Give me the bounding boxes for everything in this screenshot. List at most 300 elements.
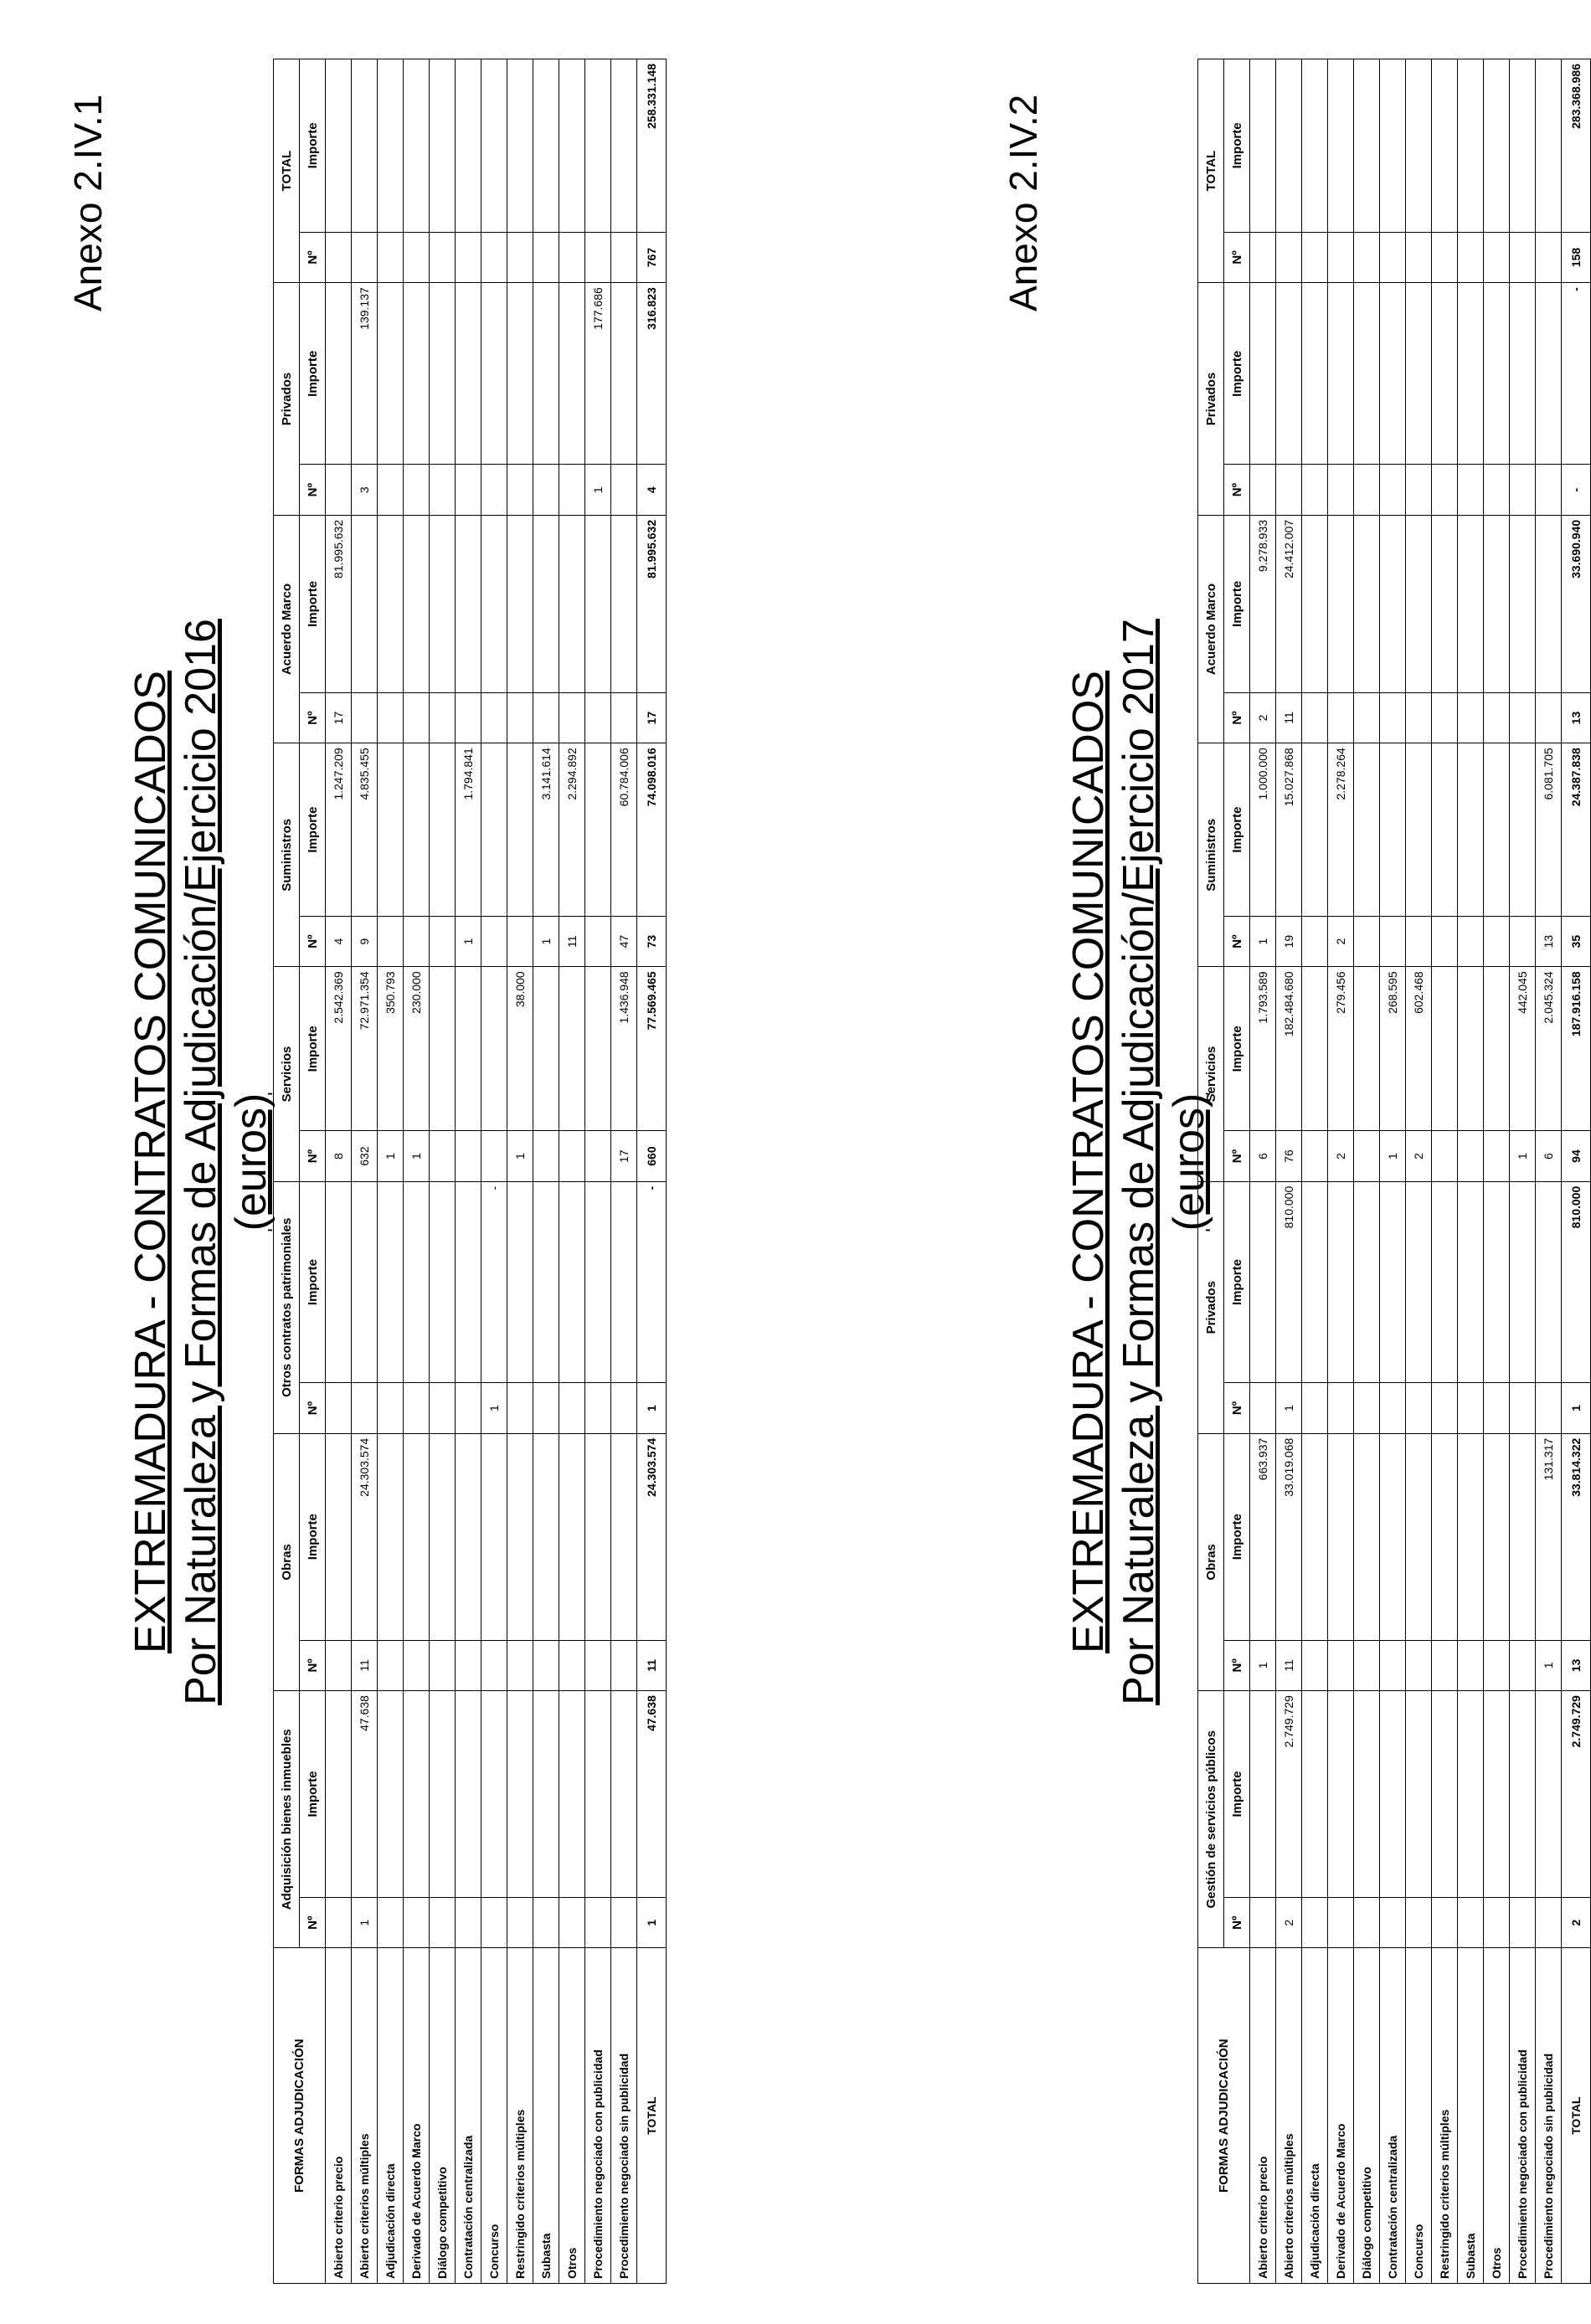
count-cell	[378, 1898, 404, 1948]
amount-cell: 24.303.574	[352, 1433, 378, 1640]
data-table	[273, 59, 667, 2284]
count-cell	[533, 465, 559, 515]
amount-cell	[507, 283, 533, 465]
amount-cell: 60.784.006	[611, 743, 637, 917]
count-cell	[1510, 232, 1536, 282]
count-cell: 1	[1250, 1640, 1276, 1690]
count-cell	[352, 232, 378, 282]
count-cell	[1536, 1898, 1562, 1948]
count-cell	[1432, 1383, 1458, 1433]
count-cell	[585, 1131, 611, 1181]
amount-cell	[1250, 1181, 1276, 1383]
data-table	[1197, 59, 1591, 2284]
count-cell: 1	[1510, 1131, 1536, 1181]
amount-cell: 15.027.868	[1276, 743, 1302, 917]
amount-cell: 2.294.892	[559, 743, 585, 917]
amount-cell: 6.081.705	[1536, 743, 1562, 917]
title-line-3: (euros)	[1165, 1093, 1213, 1231]
amount-cell	[378, 283, 404, 465]
count-cell	[1406, 916, 1432, 966]
amount-cell	[1354, 59, 1380, 233]
amount-cell	[1406, 1433, 1432, 1640]
count-cell	[1302, 1898, 1328, 1948]
row-label: Contratación centralizada	[1380, 1948, 1406, 2284]
amount-cell: -	[1562, 283, 1591, 465]
amount-cell	[1354, 515, 1380, 692]
row-label: Procedimiento negociado con publicidad	[1510, 1948, 1536, 2284]
count-cell	[1458, 465, 1484, 515]
amount-cell	[1432, 1181, 1458, 1383]
count-cell	[481, 1131, 507, 1181]
count-cell	[456, 1383, 481, 1433]
amount-cell	[352, 59, 378, 233]
amount-cell	[507, 1691, 533, 1898]
amount-cell	[585, 1181, 611, 1383]
row-label: Contratación centralizada	[456, 1948, 481, 2284]
count-cell: 11	[559, 916, 585, 966]
table-row	[1536, 59, 1562, 2284]
count-cell	[559, 692, 585, 743]
amount-cell	[456, 967, 481, 1131]
count-cell	[481, 692, 507, 743]
count-cell	[1432, 1131, 1458, 1181]
count-cell	[507, 232, 533, 282]
amount-cell	[1510, 743, 1536, 917]
count-cell	[456, 692, 481, 743]
row-label: Adjudicación directa	[1302, 1948, 1328, 2284]
amount-cell	[430, 743, 456, 917]
count-cell	[507, 1383, 533, 1433]
amount-cell	[1302, 515, 1328, 692]
amount-cell: 810.000	[1562, 1181, 1591, 1383]
count-cell: 11	[1276, 692, 1302, 743]
count-cell	[378, 465, 404, 515]
table-row	[456, 59, 481, 2284]
count-cell	[1406, 232, 1432, 282]
count-cell	[456, 465, 481, 515]
count-cell	[326, 1898, 352, 1948]
amount-cell	[1354, 743, 1380, 917]
total-row	[1562, 59, 1591, 2284]
amount-cell	[1536, 283, 1562, 465]
amount-cell	[1536, 1181, 1562, 1383]
sub-header-importe: Importe	[1224, 283, 1250, 465]
amount-cell	[430, 283, 456, 465]
sub-header-n: Nº	[300, 1383, 326, 1433]
total-row	[637, 59, 667, 2284]
table-row	[507, 59, 533, 2284]
amount-cell	[1302, 1181, 1328, 1383]
count-cell: 1	[585, 465, 611, 515]
amount-cell	[585, 515, 611, 692]
count-cell	[1276, 232, 1302, 282]
amount-cell	[611, 59, 637, 233]
count-cell	[1302, 232, 1328, 282]
amount-cell: 72.971.354	[352, 967, 378, 1131]
amount-cell	[585, 743, 611, 917]
amount-cell	[533, 1181, 559, 1383]
table-row	[326, 59, 352, 2284]
amount-cell	[1354, 967, 1380, 1131]
amount-cell	[1406, 743, 1432, 917]
amount-cell	[456, 59, 481, 233]
amount-cell: 24.303.574	[637, 1433, 667, 1640]
amount-cell: 2.749.729	[1562, 1691, 1591, 1898]
count-cell: 1	[637, 1383, 667, 1433]
count-cell	[1354, 465, 1380, 515]
table-row	[1354, 59, 1380, 2284]
count-cell	[1406, 692, 1432, 743]
row-label: Otros	[1484, 1948, 1510, 2284]
count-cell	[326, 1383, 352, 1433]
count-cell	[585, 1898, 611, 1948]
count-cell	[404, 232, 430, 282]
count-cell	[1536, 692, 1562, 743]
count-cell	[1250, 1383, 1276, 1433]
amount-cell	[1536, 1691, 1562, 1898]
count-cell	[1380, 465, 1406, 515]
count-cell	[1484, 916, 1510, 966]
count-cell	[430, 1383, 456, 1433]
group-header: TOTAL	[1198, 59, 1224, 283]
amount-cell	[1354, 1181, 1380, 1383]
table-row	[481, 59, 507, 2284]
amount-cell	[1510, 1433, 1536, 1640]
count-cell	[481, 1640, 507, 1690]
amount-cell: -	[637, 1181, 667, 1383]
count-cell: 1	[481, 1383, 507, 1433]
amount-cell: 77.569.465	[637, 967, 667, 1131]
group-header: Suministros	[274, 743, 300, 967]
amount-cell	[1302, 1691, 1328, 1898]
group-header: Privados	[274, 283, 300, 516]
count-cell	[533, 1898, 559, 1948]
count-cell: 632	[352, 1131, 378, 1181]
count-cell	[326, 1640, 352, 1690]
group-header: Adquisición bienes inmuebles	[274, 1691, 300, 1948]
count-cell	[1354, 232, 1380, 282]
amount-cell	[533, 967, 559, 1131]
group-header: Obras	[1198, 1433, 1224, 1690]
forms-header: FORMAS ADJUDICACIÓN	[1198, 1948, 1250, 2284]
table-row	[559, 59, 585, 2284]
count-cell: 1	[1536, 1640, 1562, 1690]
count-cell	[1432, 916, 1458, 966]
count-cell: 13	[1536, 916, 1562, 966]
amount-cell	[1536, 59, 1562, 233]
amount-cell	[1302, 1433, 1328, 1640]
count-cell	[404, 1383, 430, 1433]
count-cell: 47	[611, 916, 637, 966]
amount-cell	[430, 515, 456, 692]
count-cell	[1302, 1383, 1328, 1433]
amount-cell: 4.835.455	[352, 743, 378, 917]
count-cell	[1484, 465, 1510, 515]
count-cell	[404, 465, 430, 515]
amount-cell	[1484, 743, 1510, 917]
amount-cell	[1458, 1691, 1484, 1898]
count-cell	[481, 465, 507, 515]
amount-cell	[1484, 515, 1510, 692]
count-cell: 3	[352, 465, 378, 515]
sub-header-n: Nº	[1224, 1131, 1250, 1181]
count-cell	[1510, 692, 1536, 743]
count-cell	[456, 1131, 481, 1181]
sub-header-importe: Importe	[1224, 967, 1250, 1131]
sub-header-n: Nº	[300, 692, 326, 743]
sub-header-importe: Importe	[1224, 1181, 1250, 1383]
amount-cell	[1510, 1181, 1536, 1383]
table-row	[430, 59, 456, 2284]
amount-cell: 1.793.589	[1250, 967, 1276, 1131]
table-row	[1250, 59, 1276, 2284]
count-cell	[559, 1383, 585, 1433]
count-cell	[378, 916, 404, 966]
count-cell	[378, 232, 404, 282]
count-cell: 767	[637, 232, 667, 282]
count-cell	[585, 232, 611, 282]
amount-cell	[404, 743, 430, 917]
amount-cell	[1328, 1691, 1354, 1898]
count-cell	[404, 692, 430, 743]
amount-cell	[404, 283, 430, 465]
count-cell	[1536, 232, 1562, 282]
count-cell	[1510, 1898, 1536, 1948]
sub-header-n: Nº	[300, 1898, 326, 1948]
count-cell: 6	[1536, 1131, 1562, 1181]
count-cell: 11	[637, 1640, 667, 1690]
count-cell: 2	[1328, 1131, 1354, 1181]
sub-header-importe: Importe	[300, 967, 326, 1131]
row-label: Subasta	[1458, 1948, 1484, 2284]
group-header: TOTAL	[274, 59, 300, 283]
count-cell	[1432, 465, 1458, 515]
count-cell: 158	[1562, 232, 1591, 282]
amount-cell	[378, 59, 404, 233]
amount-cell	[611, 1181, 637, 1383]
annex-label: Anexo 2.IV.2	[1001, 94, 1045, 311]
amount-cell	[533, 59, 559, 233]
amount-cell	[481, 283, 507, 465]
count-cell: 2	[1276, 1898, 1302, 1948]
count-cell	[1250, 465, 1276, 515]
count-cell	[1302, 1131, 1328, 1181]
amount-cell	[533, 515, 559, 692]
count-cell	[507, 916, 533, 966]
count-cell: 13	[1562, 1640, 1591, 1690]
amount-cell	[481, 967, 507, 1131]
count-cell	[1432, 1898, 1458, 1948]
count-cell	[1250, 1898, 1276, 1948]
count-cell	[430, 465, 456, 515]
amount-cell	[1432, 59, 1458, 233]
sub-header-n: Nº	[300, 916, 326, 966]
count-cell	[507, 465, 533, 515]
count-cell: -	[1562, 465, 1591, 515]
count-cell	[1354, 1131, 1380, 1181]
count-cell	[1380, 1383, 1406, 1433]
amount-cell: 2.542.369	[326, 967, 352, 1131]
group-header-row	[1198, 59, 1224, 2284]
amount-cell: 9.278.933	[1250, 515, 1276, 692]
amount-cell	[430, 1433, 456, 1640]
count-cell	[611, 1898, 637, 1948]
count-cell	[611, 1383, 637, 1433]
count-cell: 1	[533, 916, 559, 966]
group-header: Acuerdo Marco	[274, 515, 300, 743]
count-cell	[430, 232, 456, 282]
amount-cell: 1.794.841	[456, 743, 481, 917]
amount-cell	[1250, 283, 1276, 465]
count-cell	[559, 232, 585, 282]
count-cell	[1380, 232, 1406, 282]
count-cell	[1484, 692, 1510, 743]
amount-cell	[1432, 283, 1458, 465]
amount-cell: 602.468	[1406, 967, 1432, 1131]
row-label: Abierto criterios múltiples	[352, 1948, 378, 2284]
count-cell: 4	[637, 465, 667, 515]
count-cell	[1328, 232, 1354, 282]
amount-cell	[1510, 59, 1536, 233]
count-cell	[430, 916, 456, 966]
count-cell	[1458, 1131, 1484, 1181]
amount-cell	[1406, 515, 1432, 692]
count-cell	[481, 916, 507, 966]
count-cell	[1380, 1640, 1406, 1690]
amount-cell	[1484, 283, 1510, 465]
count-cell	[559, 1898, 585, 1948]
amount-cell: 230.000	[404, 967, 430, 1131]
count-cell	[559, 1131, 585, 1181]
table-row	[1302, 59, 1328, 2284]
amount-cell	[326, 1433, 352, 1640]
amount-cell	[1250, 1691, 1276, 1898]
amount-cell	[1458, 283, 1484, 465]
row-label: Abierto criterios múltiples	[1276, 1948, 1302, 2284]
table-row	[378, 59, 404, 2284]
count-cell	[1328, 1640, 1354, 1690]
amount-cell	[559, 1691, 585, 1898]
row-label: Adjudicación directa	[378, 1948, 404, 2284]
amount-cell	[430, 967, 456, 1131]
count-cell	[1302, 1640, 1328, 1690]
amount-cell	[1380, 59, 1406, 233]
count-cell: 6	[1250, 1131, 1276, 1181]
row-label: TOTAL	[637, 1948, 667, 2284]
amount-cell	[559, 59, 585, 233]
amount-cell: 1.436.948	[611, 967, 637, 1131]
amount-cell	[507, 1181, 533, 1383]
sub-header-importe: Importe	[300, 515, 326, 692]
count-cell: 1	[378, 1131, 404, 1181]
row-label: Concurso	[481, 1948, 507, 2284]
amount-cell	[404, 515, 430, 692]
count-cell	[1354, 1383, 1380, 1433]
count-cell	[1276, 465, 1302, 515]
title-line-2: Por Naturaleza y Formas de Adjudicación/Ejercicio 2016	[177, 619, 225, 1705]
count-cell	[1380, 692, 1406, 743]
amount-cell	[481, 1433, 507, 1640]
amount-cell	[533, 1433, 559, 1640]
table-row	[1380, 59, 1406, 2284]
amount-cell	[481, 59, 507, 233]
table-row	[611, 59, 637, 2284]
count-cell	[1354, 1640, 1380, 1690]
table-row	[1276, 59, 1302, 2284]
group-header: Privados	[1198, 1181, 1224, 1433]
count-cell	[378, 1640, 404, 1690]
amount-cell	[1484, 1691, 1510, 1898]
count-cell: 1	[507, 1131, 533, 1181]
amount-cell	[430, 1181, 456, 1383]
group-header: Otros contratos patrimoniales	[274, 1181, 300, 1433]
amount-cell	[1302, 283, 1328, 465]
title-line-3: (euros)	[227, 1093, 275, 1231]
amount-cell: 316.823	[637, 283, 667, 465]
group-header: Servicios	[1198, 967, 1224, 1181]
count-cell	[585, 1640, 611, 1690]
amount-cell: 177.686	[585, 283, 611, 465]
count-cell: 1	[456, 916, 481, 966]
amount-cell	[1302, 967, 1328, 1131]
row-label: Restringido criterios múltiples	[507, 1948, 533, 2284]
amount-cell	[1458, 515, 1484, 692]
count-cell	[1328, 692, 1354, 743]
count-cell: 76	[1276, 1131, 1302, 1181]
count-cell	[611, 465, 637, 515]
amount-cell: -	[481, 1181, 507, 1383]
amount-cell	[1484, 1181, 1510, 1383]
table-row	[585, 59, 611, 2284]
amount-cell	[1328, 1433, 1354, 1640]
table-row	[404, 59, 430, 2284]
count-cell	[1406, 465, 1432, 515]
amount-cell	[1354, 1691, 1380, 1898]
count-cell	[326, 232, 352, 282]
count-cell	[404, 1640, 430, 1690]
amount-cell	[326, 283, 352, 465]
amount-cell	[404, 1181, 430, 1383]
amount-cell	[1458, 743, 1484, 917]
sub-header-n: Nº	[300, 232, 326, 282]
count-cell	[326, 465, 352, 515]
amount-cell	[507, 59, 533, 233]
amount-cell	[1380, 1181, 1406, 1383]
amount-cell	[326, 1181, 352, 1383]
count-cell	[1354, 692, 1380, 743]
amount-cell	[404, 1691, 430, 1898]
amount-cell	[533, 283, 559, 465]
amount-cell: 258.331.148	[637, 59, 667, 233]
amount-cell	[1484, 1433, 1510, 1640]
amount-cell	[1276, 283, 1302, 465]
amount-cell: 187.916.158	[1562, 967, 1591, 1131]
count-cell	[378, 1383, 404, 1433]
sub-header-importe: Importe	[300, 1433, 326, 1640]
count-cell: 19	[1276, 916, 1302, 966]
amount-cell	[611, 1691, 637, 1898]
sub-header-importe: Importe	[1224, 1691, 1250, 1898]
amount-cell: 81.995.632	[326, 515, 352, 692]
count-cell: 660	[637, 1131, 667, 1181]
sub-header-importe: Importe	[1224, 1433, 1250, 1640]
count-cell	[1406, 1383, 1432, 1433]
table-row	[1458, 59, 1484, 2284]
sub-header-importe: Importe	[1224, 59, 1250, 233]
count-cell	[1510, 916, 1536, 966]
amount-cell	[1458, 1433, 1484, 1640]
amount-cell	[1484, 59, 1510, 233]
